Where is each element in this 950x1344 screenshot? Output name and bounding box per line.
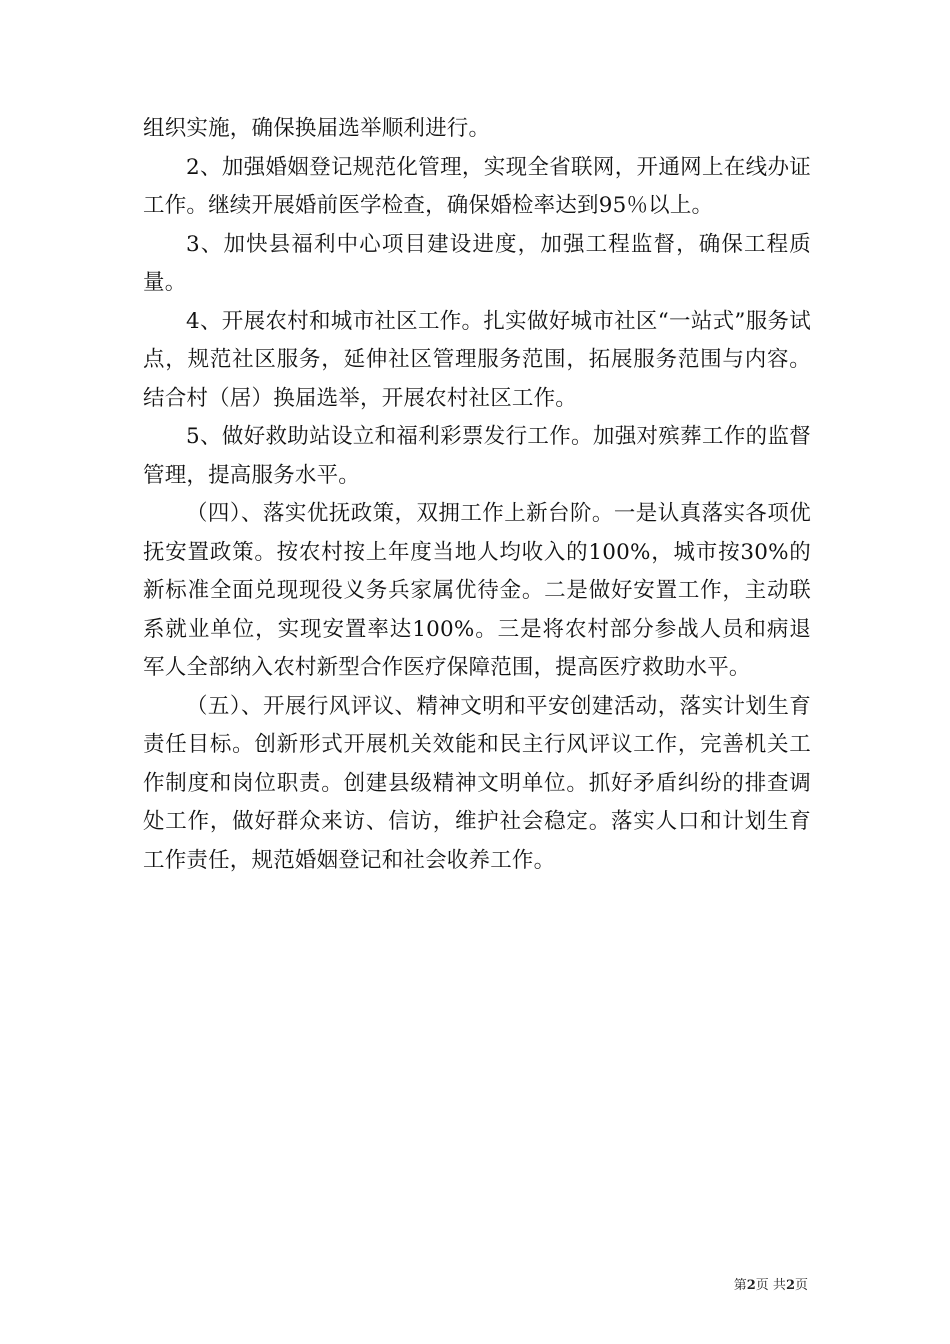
paragraph-item-2: 2、加强婚姻登记规范化管理，实现全省联网，开通网上在线办证工作。继续开展婚前医学检查，确保婚检率达到95％以上。 bbox=[143, 154, 811, 218]
footer-middle: 页 共 bbox=[755, 1278, 786, 1293]
footer-current-page: 2 bbox=[746, 1278, 756, 1293]
paragraph-item-3: 3、加快县福利中心项目建设进度，加强工程监督，确保工程质量。 bbox=[143, 231, 811, 295]
footer-suffix: 页 bbox=[794, 1278, 808, 1293]
paragraph-section-4: （四）、落实优抚政策，双拥工作上新台阶。一是认真落实各项优抚安置政策。按农村按上年度当地人均收入的100%，城市按30%的新标准全面兑现现役义务兵家属优待金。二是做好安置工作，主动联系就业单位，实现安置率达100%。三是将农村部分参战人员和病退军人全部纳入农村新型合作医疗保障范围，提高医疗救助水平。 bbox=[143, 501, 811, 680]
footer-prefix: 第 bbox=[733, 1278, 747, 1293]
paragraph-continuation: 组织实施，确保换届选举顺利进行。 bbox=[143, 116, 491, 141]
footer-total-pages: 2 bbox=[785, 1278, 795, 1293]
page-footer bbox=[734, 1278, 808, 1294]
paragraph-section-5: （五）、开展行风评议、精神文明和平安创建活动，落实计划生育责任目标。创新形式开展机关效能和民主行风评议工作，完善机关工作制度和岗位职责。创建县级精神文明单位。抓好矛盾纠纷的排查调处工作，做好群众来访、信访，维护社会稳定。落实人口和计划生育工作责任，规范婚姻登记和社会收养工作。 bbox=[143, 693, 811, 873]
document-body bbox=[143, 110, 811, 880]
paragraph-item-5: 5、做好救助站设立和福利彩票发行工作。加强对殡葬工作的监督管理，提高服务水平。 bbox=[143, 424, 811, 488]
paragraph-item-4: 4、开展农村和城市社区工作。扎实做好城市社区“一站式”服务试点，规范社区服务，延伸社区管理服务范围，拓展服务范围与内容。结合村（居）换届选举，开展农村社区工作。 bbox=[143, 308, 811, 411]
